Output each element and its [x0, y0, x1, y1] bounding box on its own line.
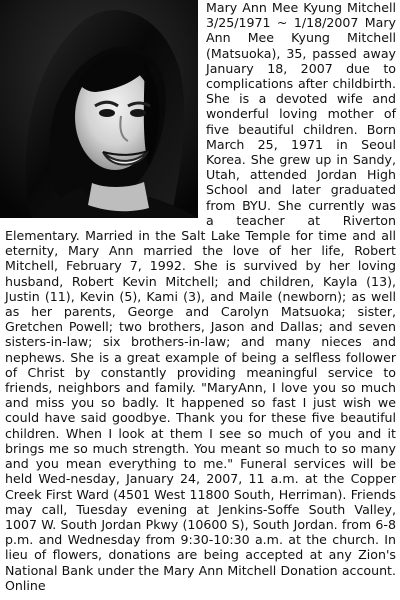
portrait-photo — [0, 0, 198, 218]
obituary-text: Mary Ann Mee Kyung Mitchell 3/25/1971 ~ 1/18/2007 Mary Ann Mee Kyung Mitchell (Matsuoka), 35, passed away January 18, 2007 due to complications after childbirth. She is a devoted wife and wonderful loving mother of five beautiful children. Born March 25, 1971 in Seoul Korea. She grew up in Sandy, Utah, attended Jordan High School and later graduated from BYU. She currently was a teacher at Riverton Elementary. Married in the Salt Lake Temple for time and all eternity, Mary Ann married the love of her life, Robert Mitchell, February 7, 1992. She is survived by her loving husband, Robert Kevin Mitchell; and children, Kayla (13), Justin (11), Kevin (5), Kami (3), and Maile (newborn); as well as her parents, George and Carolyn Matsuoka; sister, Gretchen Powell; two brothers, Jason and Dallas; and seven sisters-in-law; six brothers-in-law; and many nieces and nephews. She is a great example of being a selfless follower of Christ by constantly providing meaningful service to friends, neighbors and family. "MaryAnn, I love you so much and miss you so badly. It happened so fast I just wish we could have said goodbye. Thank you for these five beautiful children. When I look at them I see so much of you and it brings me so much strength. You meant so much to so many and you mean everything to me." Funeral services will be held Wed-nesday, January 24, 2007, 11 a.m. at the Copper Creek First Ward (4501 West 11800 South, Herriman). Friends may call, Tuesday evening at Jenkins-Soffe South Valley, 1007 W. South Jordan Pkwy (10600 S), South Jordan. from 6-8 p.m. and Wednesday from 9:30-10:30 a.m. at the church. In lieu of flowers, donations are being accepted at any Zion's National Bank under the Mary Ann Mitchell Donation account. Online — [5, 0, 396, 593]
portrait-image — [0, 0, 198, 218]
